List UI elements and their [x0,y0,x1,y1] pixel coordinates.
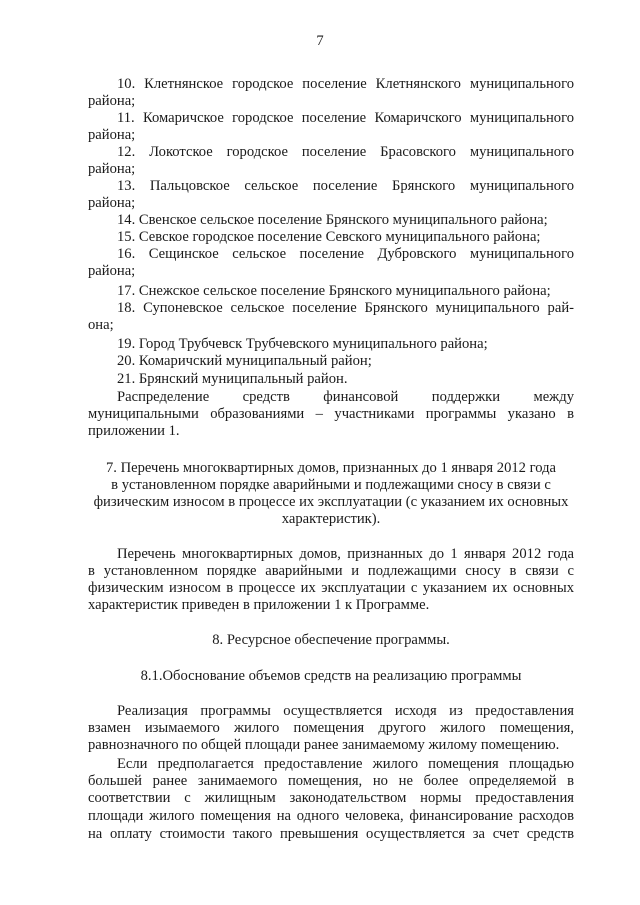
section-heading: 8. Ресурсное обеспечение программы. [212,632,450,648]
paragraph-line: муниципальными образованиями – участниками программы указано в [88,406,574,422]
list-item-continuation: района; [88,161,136,177]
paragraph-line: физическим износом в процессе их эксплуатации с указанием их основных [88,580,574,596]
paragraph-line: приложении 1. [88,423,180,439]
paragraph-line: на оплату стоимости такого превышения осуществляется за счет средств [88,826,574,842]
paragraph-line: большей ранее занимаемого помещения, но не более определяемой в [88,773,574,789]
paragraph-line: Распределение средств финансовой поддержки между [117,389,574,405]
paragraph-line: характеристик приведен в приложении 1 к Программе. [88,597,430,613]
list-item: 19. Город Трубчевск Трубчевского муниципального района; [117,336,488,352]
list-item: 20. Комаричский муниципальный район; [117,353,372,369]
list-item: 10. Клетнянское городское поселение Клетнянского муниципального [117,76,574,92]
list-item: 18. Супоневское сельское поселение Брянского муниципального рай- [117,300,574,316]
list-item-continuation: района; [88,263,136,279]
section-heading: 7. Перечень многоквартирных домов, признанных до 1 января 2012 года [105,460,557,476]
paragraph-line: взамен изымаемого жилого помещения другого жилого помещения, [88,720,574,736]
list-item: 17. Снежское сельское поселение Брянского муниципального района; [117,283,551,299]
paragraph-line: Перечень многоквартирных домов, признанных до 1 января 2012 года [117,546,574,562]
list-item: 21. Брянский муниципальный район. [117,371,348,387]
section-heading: физическим износом в процессе их эксплуатации (с указанием их основных [93,494,569,510]
paragraph-line: в установленном порядке аварийными и подлежащими сносу в связи с [88,563,574,579]
list-item: 14. Свенское сельское поселение Брянского муниципального района; [117,212,548,228]
list-item-continuation: района; [88,93,136,109]
page-number: 7 [316,33,324,49]
paragraph-line: равнозначного по общей площади ранее занимаемому жилому помещению. [88,737,560,753]
paragraph-line: Если предполагается предоставление жилого помещения площадью [117,756,574,772]
list-item: 13. Пальцовское сельское поселение Брянского муниципального [117,178,574,194]
paragraph-line: площади жилого помещения на одного человека, финансирование расходов [88,808,574,824]
list-item: 15. Севское городское поселение Севского муниципального района; [117,229,541,245]
section-heading: характеристик). [281,511,381,527]
list-item: 16. Сещинское сельское поселение Дубровского муниципального [117,246,574,262]
list-item-continuation: района; [88,127,136,143]
subsection-heading: 8.1.Обоснование объемов средств на реализацию программы [140,668,522,684]
section-heading: в установленном порядке аварийными и подлежащими сносу в связи с [111,477,551,493]
paragraph-line: соответствии с жилищным законодательством нормы предоставления [88,790,574,806]
list-item-continuation: района; [88,195,136,211]
list-item: 12. Локотское городское поселение Брасовского муниципального [117,144,574,160]
list-item: 11. Комаричское городское поселение Комаричского муниципального [117,110,574,126]
paragraph-line: Реализация программы осуществляется исходя из предоставления [117,703,574,719]
list-item-continuation: она; [88,317,114,333]
